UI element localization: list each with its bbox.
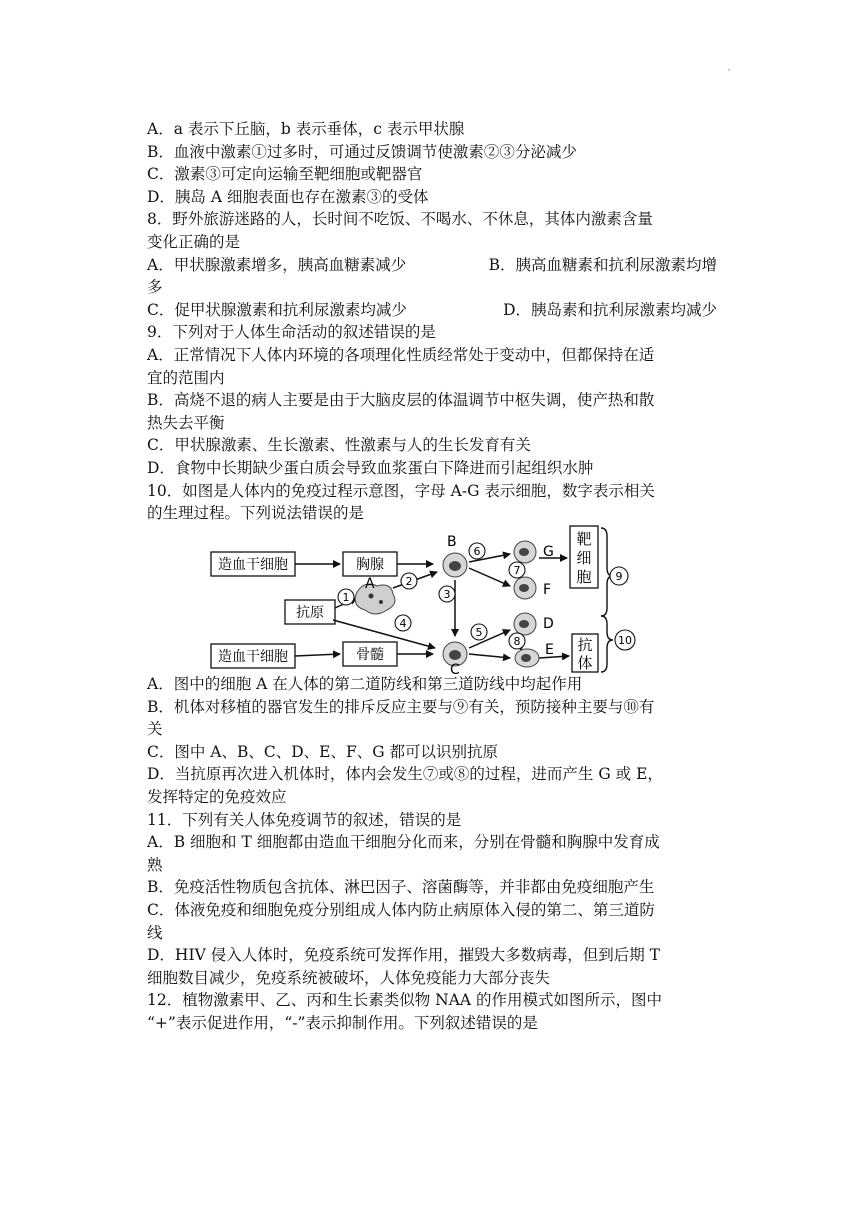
antibody-label-2: 体 bbox=[577, 654, 593, 672]
q8-options-cd bbox=[147, 299, 717, 322]
question-text-bottom bbox=[147, 673, 717, 1035]
cell-G-label: G bbox=[543, 544, 554, 560]
target-cell-label-3: 胞 bbox=[576, 568, 592, 586]
step-9-label: 9 bbox=[615, 570, 623, 583]
q8-option-d: D．胰岛素和抗利尿激素均减少 bbox=[503, 300, 717, 319]
immune-process-diagram bbox=[205, 524, 645, 674]
step-10-label: 10 bbox=[618, 634, 632, 647]
cell-C-nucleus bbox=[449, 650, 461, 660]
cell-C-label: C bbox=[450, 662, 460, 674]
q11-option-c: C．体液免疫和细胞免疫分别组成人体内防止病原体入侵的第二、第三道防 bbox=[147, 900, 655, 919]
q9-option-a-cont: 宜的范围内 bbox=[147, 368, 225, 387]
cell-E-nucleus bbox=[521, 654, 531, 662]
q11-option-a: A．B 细胞和 T 细胞都由造血干细胞分化而来，分别在骨髓和胸腺中发育成 bbox=[147, 833, 660, 852]
q12-stem: 12．植物激素甲、乙、丙和生长素类似物 NAA 的作用模式如图所示，图中 bbox=[147, 991, 663, 1010]
q9-option-a: A．正常情况下人体内环境的各项理化性质经常处于变动中，但都保持在适 bbox=[147, 345, 655, 364]
step-8-label: 8 bbox=[513, 635, 521, 648]
cell-F-nucleus bbox=[519, 584, 529, 592]
q11-option-b: B．免疫活性物质包含抗体、淋巴因子、溶菌酶等，并非都由免疫细胞产生 bbox=[147, 878, 655, 897]
stem-cell-bottom-label: 造血干细胞 bbox=[218, 649, 288, 665]
q11-option-d: D．HIV 侵入人体时，免疫系统可发挥作用，摧毁大多数病毒，但到后期 T bbox=[147, 946, 660, 965]
q7-option-c: C．激素③可定向运输至靶细胞或靶器官 bbox=[147, 165, 423, 184]
q11-option-c-cont: 线 bbox=[147, 923, 163, 942]
corner-mark: · bbox=[727, 62, 731, 76]
q8-option-b-cont: 多 bbox=[147, 278, 163, 297]
cell-A-label: A bbox=[365, 576, 375, 592]
q7-option-b: B．血液中激素①过多时，可通过反馈调节使激素②③分泌减少 bbox=[147, 142, 577, 161]
q8-stem: 8．野外旅游迷路的人，长时间不吃饭、不喝水、不休息，其体内激素含量 bbox=[147, 210, 653, 229]
q8-option-c: C．促甲状腺激素和抗利尿激素均减少 bbox=[147, 300, 407, 319]
stem-cell-top-label: 造血干细胞 bbox=[218, 557, 288, 573]
q11-stem: 11．下列有关人体免疫调节的叙述，错误的是 bbox=[147, 810, 462, 829]
arrow-E-to-antibody bbox=[539, 656, 569, 658]
q9-option-c: C．甲状腺激素、生长激素、性激素与人的生长发育有关 bbox=[147, 436, 531, 455]
q10-option-b-cont: 关 bbox=[147, 720, 163, 739]
q8-option-a: A．甲状腺激素增多，胰高血糖素减少 bbox=[147, 255, 407, 274]
antigen-label: 抗原 bbox=[296, 605, 324, 621]
question-text-top bbox=[147, 118, 717, 525]
q12-stem-cont: “+”表示促进作用，“-”表示抑制作用。下列叙述错误的是 bbox=[147, 1013, 538, 1032]
arrow-B-to-F bbox=[469, 568, 510, 586]
step-3-label: 3 bbox=[443, 588, 451, 601]
cell-B-nucleus bbox=[449, 561, 461, 571]
cell-A-dot-2 bbox=[379, 600, 383, 604]
q11-option-d-cont: 细胞数目减少，免疫系统被破坏，人体免疫能力大部分丧失 bbox=[147, 968, 551, 987]
q9-option-d: D．食物中长期缺少蛋白质会导致血浆蛋白下降进而引起组织水肿 bbox=[147, 458, 594, 477]
q10-stem: 10．如图是人体内的免疫过程示意图，字母 A-G 表示细胞，数字表示相关 bbox=[147, 481, 655, 500]
q8-options-ab bbox=[147, 254, 717, 277]
q10-stem-cont: 的生理过程。下列说法错误的是 bbox=[147, 504, 365, 523]
antibody-label-1: 抗 bbox=[577, 636, 593, 654]
step-6-label: 6 bbox=[473, 545, 481, 558]
step-5-label: 5 bbox=[475, 626, 483, 639]
q10-option-a: A．图中的细胞 A 在人体的第二道防线和第三道防线中均起作用 bbox=[147, 675, 583, 693]
step-1-label: 1 bbox=[342, 591, 350, 604]
q8-stem-cont: 变化正确的是 bbox=[147, 232, 241, 251]
q8-option-b: B．胰高血糖素和抗利尿激素均增 bbox=[488, 255, 717, 274]
cell-A-macrophage bbox=[355, 584, 395, 614]
bone-marrow-label: 骨髓 bbox=[356, 647, 384, 663]
target-cell-label-2: 细 bbox=[576, 549, 592, 567]
q9-stem: 9．下列对于人体生命活动的叙述错误的是 bbox=[147, 323, 436, 342]
immune-diagram-svg bbox=[205, 524, 645, 674]
q10-option-c: C．图中 A、B、C、D、E、F、G 都可以识别抗原 bbox=[147, 742, 499, 761]
cell-D-nucleus bbox=[519, 620, 529, 628]
arrow-stem-to-marrow bbox=[295, 654, 340, 656]
q10-option-d: D．当抗原再次进入机体时，体内会发生⑦或⑧的过程，进而产生 G 或 E， bbox=[147, 765, 663, 784]
cell-G-nucleus bbox=[519, 548, 529, 556]
cell-B-label: B bbox=[447, 534, 457, 550]
cell-F-label: F bbox=[543, 582, 552, 598]
q7-option-a: A．a 表示下丘脑，b 表示垂体，c 表示甲状腺 bbox=[147, 120, 465, 138]
q10-option-d-cont: 发挥特定的免疫效应 bbox=[147, 787, 287, 806]
q10-option-b: B．机体对移植的器官发生的排斥反应主要与⑨有关，预防接种主要与⑩有 bbox=[147, 697, 655, 716]
thymus-label: 胸腺 bbox=[356, 557, 384, 573]
step-2-label: 2 bbox=[405, 575, 413, 588]
cell-E-label: E bbox=[545, 642, 554, 658]
target-cell-label-1: 靶 bbox=[576, 530, 592, 548]
q7-option-d: D．胰岛 A 细胞表面也存在激素③的受体 bbox=[147, 187, 429, 206]
cell-D-label: D bbox=[543, 616, 554, 632]
brace-10 bbox=[601, 616, 613, 672]
q11-option-a-cont: 熟 bbox=[147, 855, 163, 874]
q9-option-b: B．高烧不退的病人主要是由于大脑皮层的体温调节中枢失调，使产热和散 bbox=[147, 391, 655, 410]
arrow-C-to-E-cell bbox=[469, 654, 510, 658]
cell-A-dot-1 bbox=[369, 594, 374, 599]
step-4-label: 4 bbox=[399, 617, 407, 630]
q9-option-b-cont: 热失去平衡 bbox=[147, 413, 225, 432]
step-7-label: 7 bbox=[513, 564, 521, 577]
